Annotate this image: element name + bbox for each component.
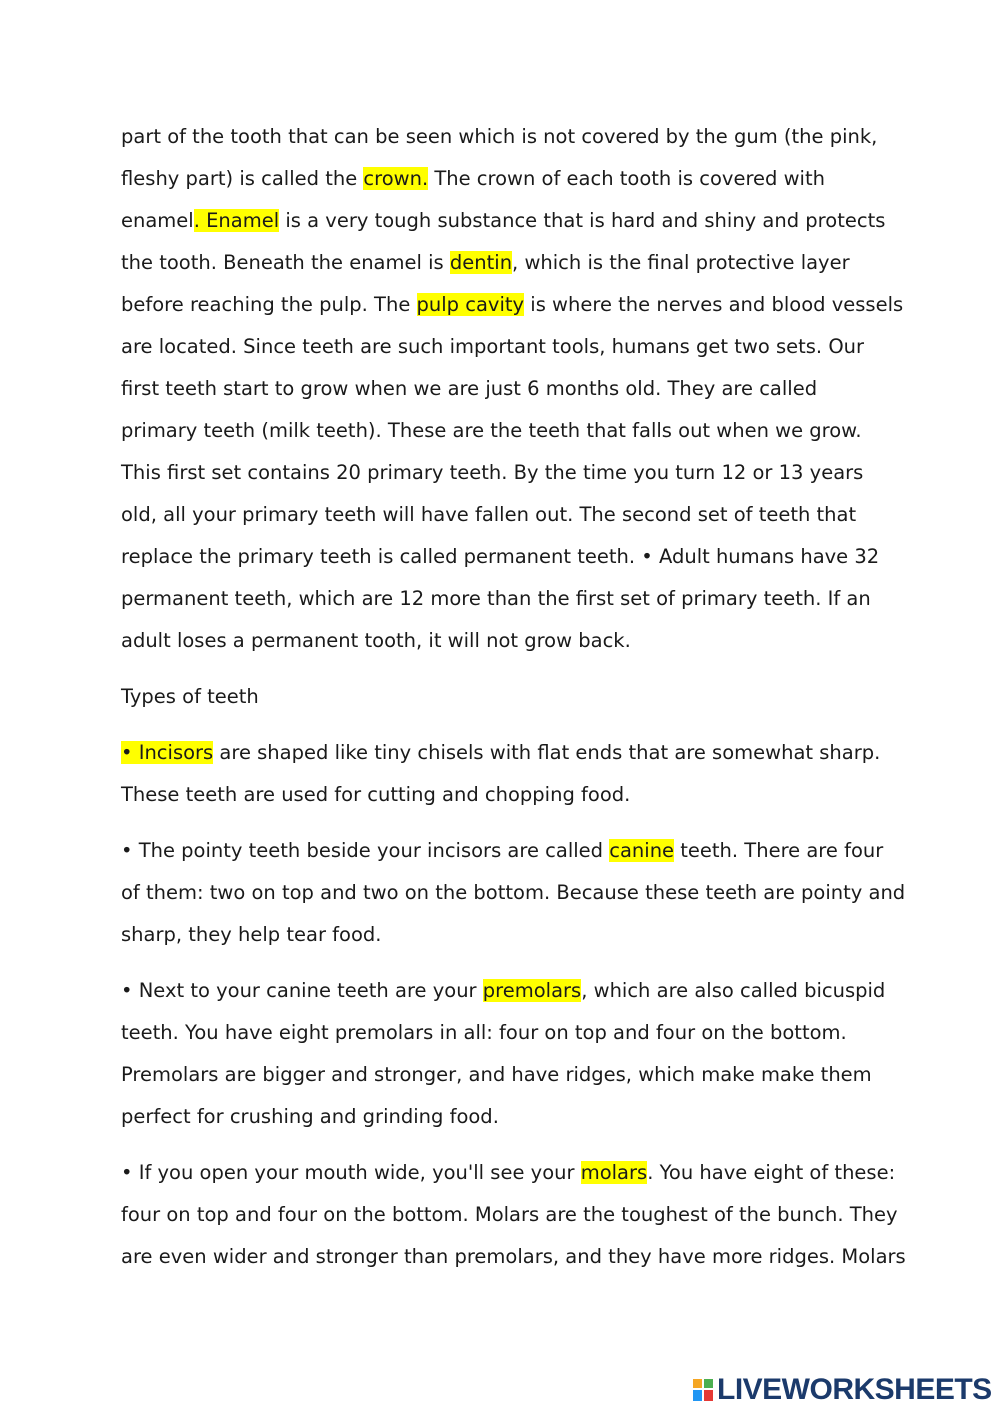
text-segment: permanent teeth, which are 12 more than the first set of primary teeth. If an [121,587,871,610]
text-segment: teeth. There are four [674,839,884,862]
text-segment: are shaped like tiny chisels with flat ends that are somewhat sharp. [213,741,881,764]
text-segment: . You have eight of these: [647,1161,896,1184]
text-segment: • Next to your canine teeth are your [121,979,483,1002]
text-segment: four on top and four on the bottom. Molars are the toughest of the bunch. They [121,1203,898,1226]
text-segment: The crown of each tooth is covered with [428,167,825,190]
highlighted-term: canine [609,839,675,862]
text-line [121,1160,895,1186]
text-line [121,250,850,276]
text-segment: , which is the final protective layer [512,251,850,274]
text-segment: • If you open your mouth wide, you'll see your [121,1161,581,1184]
highlighted-term: crown. [363,167,429,190]
text-segment: the tooth. Beneath the enamel is [121,251,450,274]
text-line [121,460,863,486]
text-segment: are located. Since teeth are such important tools, humans get two sets. Our [121,335,865,358]
text-segment: of them: two on top and two on the bottom. Because these teeth are pointy and [121,881,906,904]
text-segment: , which are also called bicuspid [581,979,886,1002]
text-segment: enamel [121,209,194,232]
text-segment: This first set contains 20 primary teeth. By the time you turn 12 or 13 years [121,461,864,484]
text-line [121,586,871,612]
text-line [121,1202,898,1228]
text-segment: before reaching the pulp. The [121,293,417,316]
text-segment: fleshy part) is called the [121,167,364,190]
text-segment: is where the nerves and blood vessels [524,293,904,316]
text-segment: primary teeth (milk teeth). These are the teeth that falls out when we grow. [121,419,862,442]
text-segment: sharp, they help tear food. [121,923,382,946]
text-segment: old, all your primary teeth will have fallen out. The second set of teeth that [121,503,857,526]
text-segment: These teeth are used for cutting and chopping food. [121,783,631,806]
highlighted-term: premolars [482,979,582,1002]
highlighted-term: . Enamel [193,209,280,232]
text-segment: are even wider and stronger than premolars, and they have more ridges. Molars [121,1245,906,1268]
text-segment: replace the primary teeth is called permanent teeth. • Adult humans have 32 [121,545,880,568]
text-segment: is a very tough substance that is hard and shiny and protects [279,209,886,232]
text-line [121,838,883,864]
text-line [121,1104,499,1130]
logo-text: LIVEWORKSHEETS [717,1373,992,1406]
text-line [121,880,905,906]
text-line [121,782,630,808]
text-line [121,628,631,654]
text-line [121,166,825,192]
text-segment: perfect for crushing and grinding food. [121,1105,499,1128]
text-segment: first teeth start to grow when we are just 6 months old. They are called [121,377,818,400]
highlighted-term: molars [580,1161,648,1184]
text-line [121,502,856,528]
text-line [121,418,862,444]
text-line [121,208,885,234]
text-segment: teeth. You have eight premolars in all: four on top and four on the bottom. [121,1021,847,1044]
text-segment: adult loses a permanent tooth, it will not grow back. [121,629,631,652]
text-segment: Premolars are bigger and stronger, and have ridges, which make make them [121,1063,872,1086]
text-segment: Types of teeth [121,685,259,708]
text-line [121,1062,872,1088]
text-line [121,1244,906,1270]
text-line [121,376,817,402]
highlighted-term: • Incisors [121,741,214,764]
highlighted-term: pulp cavity [416,293,525,316]
text-segment: • The pointy teeth beside your incisors are called [121,839,610,862]
text-line [121,740,880,766]
text-line [121,978,885,1004]
text-line [121,292,903,318]
text-segment: part of the tooth that can be seen which is not covered by the gum (the pink, [121,125,878,148]
text-line [121,544,879,570]
text-line [121,684,259,710]
text-line [121,334,864,360]
text-line [121,124,877,150]
text-line [121,922,381,948]
text-line [121,1020,847,1046]
highlighted-term: dentin [449,251,513,274]
liveworksheets-logo-icon [692,1377,714,1403]
liveworksheets-logo[interactable] [692,1374,992,1406]
